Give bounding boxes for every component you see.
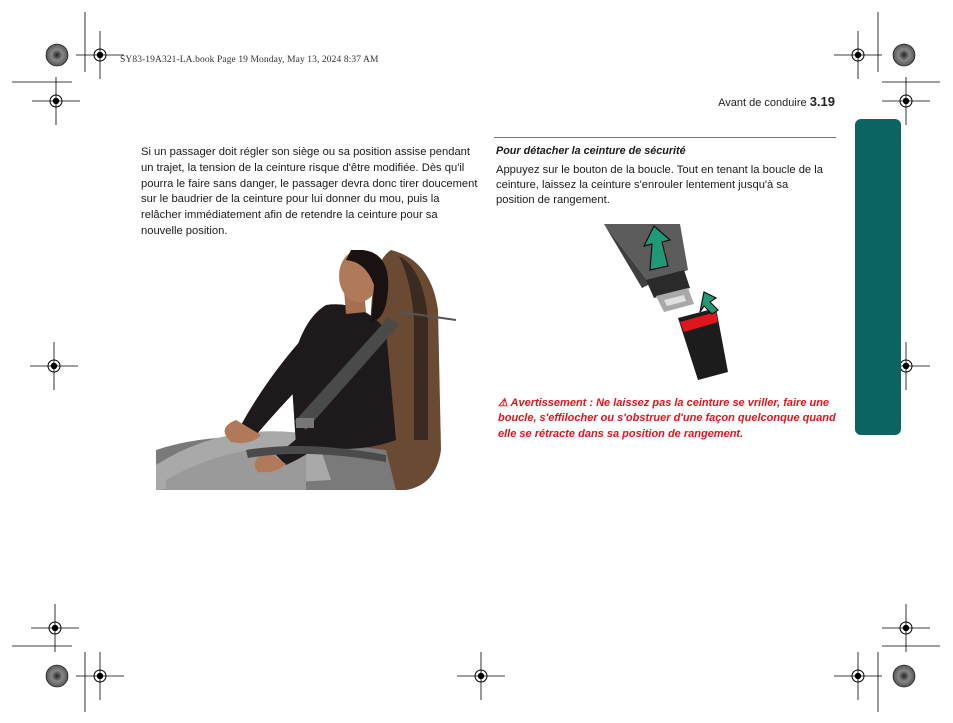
chapter-tab [855,119,901,435]
registration-mark-icon [32,77,80,125]
printer-color-wheel-icon [893,44,915,66]
unfasten-paragraph: Appuyez sur le bouton de la boucle. Tout en tenant la boucle de la ceinture, laissez la ceinture s'enrouler lentement jusqu'à sa position de rangement. [496,164,823,207]
passenger-adjust-paragraph: Si un passager doit régler son siège ou sa position assise pendant un trajet, la tension de la ceinture risque d'être modifiée. Dès qu'il pourra le faire sans danger, le passager devra donc tirer doucement sur le baudrier de la ceinture pour lui donner du mou, puis la relâcher immédiatement afin de retendre la ceinture pour sa nouvelle position. [141,146,478,237]
slug-line: SY83-19A321-LA.book Page 19 Monday, May 13, 2024 8:37 AM [120,55,379,65]
registration-mark-icon [834,652,882,700]
registration-mark-icon [76,652,124,700]
registration-mark-icon [882,77,930,125]
printer-color-wheel-icon [46,44,68,66]
registration-mark-icon [457,652,505,700]
printer-color-wheel-icon [893,665,915,687]
registration-mark-icon [76,31,124,79]
section-title: Avant de conduire [718,97,807,109]
subheading: Pour détacher la ceinture de sécurité [496,145,686,157]
registration-mark-icon [834,31,882,79]
registration-mark-icon [31,604,79,652]
warning-text: ⚠ Avertissement : Ne laissez pas la ceinture se vriller, faire une boucle, s'effilocher ou s'obstruer d'une façon quelconque quand elle se rétracte dans sa position de rangement. [498,397,836,440]
running-header [718,94,835,109]
buckle-release-illustration [598,222,738,382]
press-arrow-icon [700,292,718,314]
section-rule [494,137,836,138]
page-number: 3.19 [809,94,835,109]
passenger-seatbelt-photo [156,250,456,490]
registration-mark-icon [882,604,930,652]
registration-mark-icon [30,342,78,390]
printer-color-wheel-icon [46,665,68,687]
